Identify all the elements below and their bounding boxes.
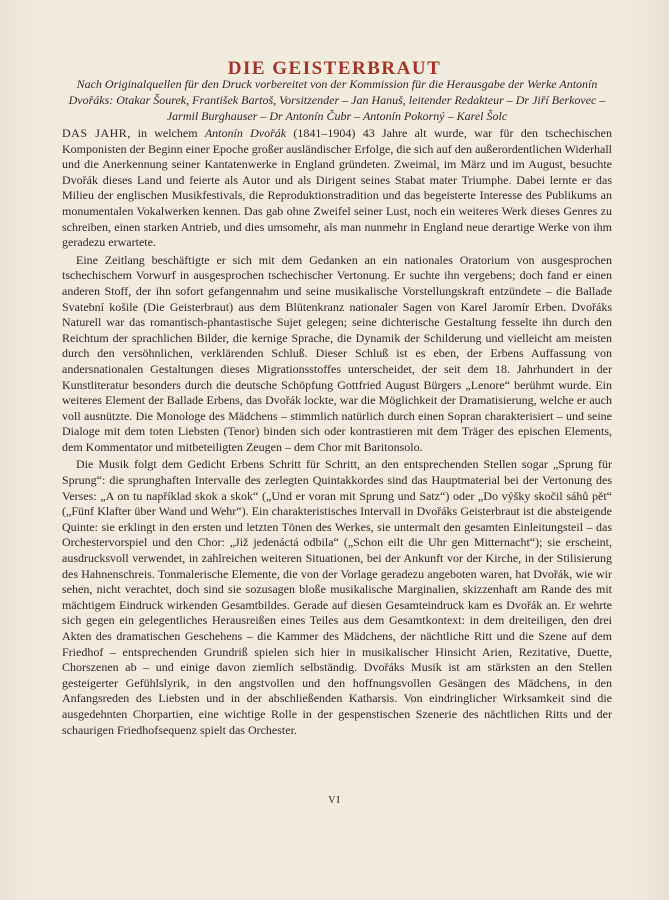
page-number: VI: [328, 795, 341, 806]
article-body: [62, 126, 612, 738]
paragraph-2: Eine Zeitlang beschäftigte er sich mit dem Gedanken an ein nationales Oratorium von ausgesprochen tschechischem Vorwurf in ausgesprochen tschechischer Vertonung. Er suchte ihn vergebens; doch fand er einen anderen Stoff, der ihn sofort gefangennahm und seine musikalische Vorstellungskraft entzündete – die Ballade Svatební košile (Die Geisterbraut) aus dem Blütenkranz nationaler Sagen von Karel Jaromír Erben. Dvořáks Naturell war das romantisch-phantastische Sujet gelegen; seine dichterische Gestaltung fesselte ihn durch den Reichtum der sprachlichen Bilder, die kernige Sprache, die Dynamik der Schilderung und vielleicht am meisten durch den versöhnlichen, verklärenden Schluß. Dieser Schluß ist es eben, der Erbens Auffassung von andersnationalen Gestaltungen dieses Migrationsstoffes unterscheidet, der seit dem 18. Jahrhundert in der Kunstliteratur besonders durch die deutsche Schöpfung Gottfried August Bürgers „Lenore“ berühmt wurde. Ein weiteres Element der Ballade Erbens, das Dvořák lockte, war die Möglichkeit der Dramatisierung, welche er auch voll ausnützte. Die Monologe des Mädchens – stimmlich natürlich durch einen Sopran charakterisiert – und seine Dialoge mit dem toten Liebsten (Tenor) binden sich oder kontrastieren mit dem Träger des epischen Elements, dem Kommentator und mitbeteiligten Zeugen – dem Chor mit Baritonsolo.: [62, 252, 612, 454]
paragraph-1-text-b: (1841–1904) 43 Jahre alt wurde, war für den tschechischen Komponisten der Beginn einer Epoche großer ausländischer Erfolge, die sich auf den außerordentlichen Widerhall und die Anerkennung seiner Kantatenwerke in England gründeten. Zweimal, im März und im August, besuchte Dvořák dieses Land und feierte als Autor und als Dirigent seines Stabat mater Triumphe. Dabei lernte er das Milieu der englischen Musikfestivals, die Reproduktionstradition und das begeisterte Interesse des Publikums an monumentalen Vokalwerken kennen. Das gab ohne Zweifel seiner Lust, noch ein weiteres Werk dieses Genres zu schreiben, einen starken Antrieb, und dies umsomehr, als man nunmehr in England neue derartige Werke von ihm geradezu erwartete.: [62, 126, 612, 250]
paragraph-3: Die Musik folgt dem Gedicht Erbens Schritt für Schritt, an den entsprechenden Stellen sogar „Sprung für Sprung“: die sprunghaften Intervalle des zerlegten Quintakkordes sind das Hauptmaterial bei der Vertonung des Verses: „A on tu například skok a skok“ („Und er voran mit Sprung und Satz“) oder „Do výšky skočil sáhů pět“ („Fünf Klafter über Wand und Wehr“). Ein charakteristisches Intervall in Dvořáks Geisterbraut ist die absteigende Quinte: sie erklingt in den ersten und letzten Tönen des Werkes, sie untermalt den gesamten Einleitungsteil – das Orchestervorspiel und den Chor: „Již jedenáctá odbila“ („Schon eilt die Uhr gen Mitternacht“); sie erscheint, ausdrucksvoll verwendet, in zahlreichen weiteren Situationen, bei der Ankunft vor der Kirche, in der Stilisierung des Hahnenschreis. Tonmalerische Elemente, die von der Vorlage geradezu angeboten waren, hat Dvořák, wie wir sehen, nicht verachtet, doch sind sie sozusagen bloße musikalische Marginalien, skizzenhaft am Rande des mit mächtigem Eindruck wirkenden Gesamtbildes. Gerade auf diesen Gesamteindruck kam es Dvořák an. Er wehrte sich gegen ein gelegentliches Herausreißen eines Teiles aus dem Gesamtkontext: in dem dreiteiligen, den drei Akten des dramatischen Geschehens – die Kammer des Mädchens, der nächtliche Ritt und die Szene auf dem Friedhof – entsprechenden Grundriß spielen sich hier in musikalischer Hinsicht Arien, Rezitative, Duette, Chorszenen ab – und einige davon ziemlich selbständig. Dvořáks Musik ist am stärksten an den Stellen gesteigerter Gefühlslyrik, in den angstvollen und den hoffnungsvollen Gesängen des Mädchens, in den Anfangsreden des Liebsten und in der abschließenden Katharsis. Von eindringlicher Wirksamkeit sind die ausgedehnten Chorpartien, eine wichtige Rolle in der gespenstischen Szenerie des nächtlichen Ritts und der schaurigen Friedhofsequenz spielt das Orchester.: [62, 457, 612, 737]
page-title: DIE GEISTERBRAUT: [227, 57, 442, 79]
paragraph-1-text-a: , in welchem: [127, 126, 205, 140]
composer-name: Antonín Dvořák: [204, 126, 287, 140]
paragraph-1: [62, 126, 612, 251]
paragraph-lead: DAS JAHR: [62, 126, 128, 140]
editorial-credits: Nach Originalquellen für den Druck vorbereitet von der Kommission für die Herausgabe der Werke Antonín Dvořáks: Otakar Šourek, František Bartoš, Vorsitzender – Jan Hanuš, leitender Redakteur – Dr Jiří Berkovec – Jarmil Burghauser – Dr Antonín Čubr – Antonín Pokorný – Karel Šolc: [68, 77, 606, 123]
